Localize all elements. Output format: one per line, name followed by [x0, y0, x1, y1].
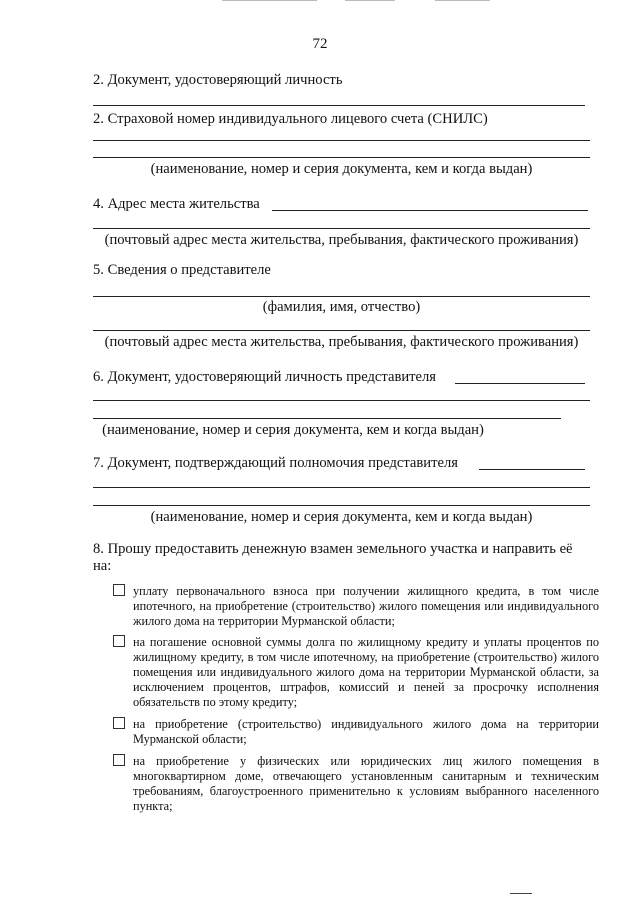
option-label-down-payment: уплату первоначального взноса при получении жилищного кредита, в том числе ипотечного, на приобретение (строительство) жилого помещения или индивидуального жилого дома на территории Мурманской области;	[133, 584, 599, 628]
field-label-snils: 2. Страховой номер индивидуального лицевого счета (СНИЛС)	[93, 111, 488, 127]
field-label-representative-document: 6. Документ, удостоверяющий личность представителя	[93, 369, 436, 385]
scan-edge-mark	[345, 0, 395, 1]
input-line-representative-document-2[interactable]	[93, 418, 561, 419]
input-line-representative-authority-2[interactable]	[93, 505, 590, 506]
scan-edge-mark	[222, 0, 317, 1]
option-checkbox-loan-repayment[interactable]	[113, 635, 125, 647]
caption-representative-authority: (наименование, номер и серия документа, кем и когда выдан)	[150, 509, 533, 525]
input-line-identity-document[interactable]	[93, 105, 585, 106]
input-line-representative-name[interactable]	[93, 296, 590, 297]
option-label-house-construction: на приобретение (строительство) индивидуального жилого дома на территории Мурманской области;	[133, 717, 599, 746]
caption-representative-name: (фамилия, имя, отчество)	[262, 299, 421, 315]
input-line-snils-1[interactable]	[93, 140, 590, 141]
field-label-identity-document: 2. Документ, удостоверяющий личность	[93, 72, 343, 88]
option-checkbox-down-payment[interactable]	[113, 584, 125, 596]
input-line-representative-address[interactable]	[93, 330, 590, 331]
input-line-address-inline[interactable]	[272, 210, 588, 211]
page-footer-mark	[510, 893, 532, 894]
option-label-apartment-purchase: на приобретение у физических или юридических лиц жилого помещения в многоквартирном доме, отвечающего установленным санитарным и техническим требованиям, благоустроенного применительно к условиям выбранного населенного пункта;	[133, 754, 599, 813]
input-line-representative-document-1[interactable]	[93, 400, 590, 401]
option-label-loan-repayment: на погашение основной суммы долга по жилищному кредиту и уплаты процентов по жилищному кредиту, в том числе ипотечному, на приобретение (строительство) жилого помещения или индивидуального жилого дома на территории Мурманской области, за исключением процентов, штрафов, комиссий и пеней за просрочку исполнения обязательств по этому кредиту;	[133, 635, 599, 709]
field-label-address: 4. Адрес места жительства	[93, 196, 260, 212]
page-number: 72	[312, 36, 328, 52]
caption-address: (почтовый адрес места жительства, пребывания, фактического проживания)	[104, 232, 579, 248]
input-line-representative-authority-inline[interactable]	[479, 469, 585, 470]
input-line-snils-2[interactable]	[93, 157, 590, 158]
caption-snils: (наименование, номер и серия документа, кем и когда выдан)	[150, 161, 533, 177]
input-line-representative-document-inline[interactable]	[455, 383, 585, 384]
option-checkbox-apartment-purchase[interactable]	[113, 754, 125, 766]
caption-representative-document: (наименование, номер и серия документа, кем и когда выдан)	[102, 422, 484, 438]
request-text: 8. Прошу предоставить денежную взамен земельного участка и направить её на:	[93, 541, 573, 574]
option-checkbox-house-construction[interactable]	[113, 717, 125, 729]
input-line-representative-authority-1[interactable]	[93, 487, 590, 488]
input-line-address[interactable]	[93, 228, 590, 229]
field-label-representative: 5. Сведения о представителе	[93, 262, 271, 278]
scan-edge-mark	[435, 0, 490, 1]
caption-representative-address: (почтовый адрес места жительства, пребывания, фактического проживания)	[104, 334, 579, 350]
field-label-representative-authority: 7. Документ, подтверждающий полномочия представителя	[93, 455, 458, 471]
